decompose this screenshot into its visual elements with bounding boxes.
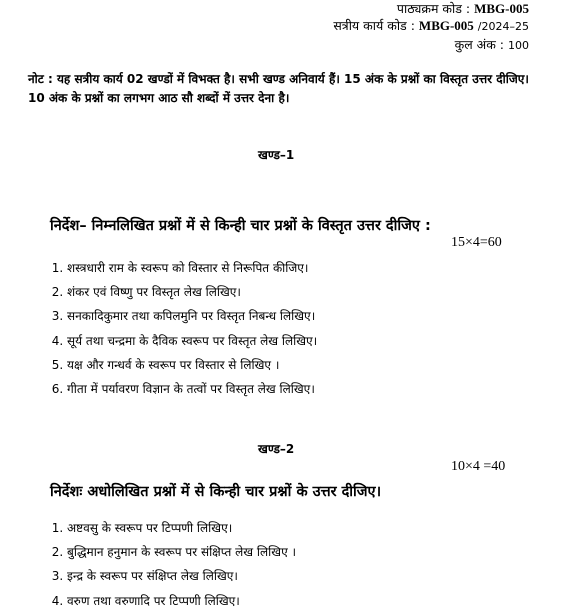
section-2-title: खण्ड–2 xyxy=(258,442,295,456)
list-item: 3. सनकादिकुमार तथा कपिलमुनि पर विस्तृत निबन्ध लिखिए। xyxy=(67,304,317,328)
list-item: 3. इन्द्र के स्वरूप पर संक्षिप्त लेख लिखिए। xyxy=(67,564,296,588)
section-2-instruction: निर्देशः अधोलिखित प्रश्नों में से किन्ही चार प्रश्नों के उत्तर दीजिए। xyxy=(50,484,382,500)
section-1-questions xyxy=(50,256,317,401)
section-1-marks: 15×4=60 xyxy=(451,235,502,250)
list-item: 5. यक्ष और गन्धर्व के स्वरूप पर विस्तार से लिखिए । xyxy=(67,353,317,377)
list-item: 2. बुद्धिमान हनुमान के स्वरूप पर संक्षिप्त लेख लिखिए । xyxy=(67,540,296,564)
list-item: 1. शस्त्रधारी राम के स्वरूप को विस्तार से निरूपित कीजिए। xyxy=(67,256,317,280)
section-1-title: खण्ड–1 xyxy=(258,148,295,162)
assignment-code: MBG-005 xyxy=(418,18,474,33)
list-item: 4. सूर्य तथा चन्द्रमा के दैविक स्वरूप पर विस्तृत लेख लिखिए। xyxy=(67,329,317,353)
list-item: 6. गीता में पर्यावरण विज्ञान के तत्वों पर विस्तृत लेख लिखिए। xyxy=(67,377,317,401)
course-code-label: पाठ्यक्रम कोड : xyxy=(396,1,471,16)
assignment-code-line xyxy=(333,17,529,34)
section-2-marks: 10×4 =40 xyxy=(451,459,506,474)
list-item: 4. वरुण तथा वरुणादि पर टिप्पणी लिखिए। xyxy=(67,589,296,613)
list-item: 2. शंकर एवं विष्णु पर विस्तृत लेख लिखिए। xyxy=(67,280,317,304)
assignment-code-label: सत्रीय कार्य कोड : xyxy=(333,18,415,33)
assignment-note: नोट : यह सत्रीय कार्य 02 खण्डों में विभक्त है। सभी खण्ड अनिवार्य हैं। 15 अंक के प्रश्नों का विस्तृत उत्तर दीजिए। 10 अंक के प्रश्नों का लगभग आठ सौ शब्दों में उत्तर देना है। xyxy=(28,72,529,105)
total-marks-label: कुल अंक : xyxy=(454,37,505,52)
course-code-line xyxy=(397,0,529,17)
session: /2024–25 xyxy=(477,20,529,33)
total-marks-line xyxy=(455,36,529,53)
section-2-questions xyxy=(50,516,296,613)
list-item: 1. अष्टवसु के स्वरूप पर टिप्पणी लिखिए। xyxy=(67,516,296,540)
total-marks: 100 xyxy=(508,39,529,52)
course-code: MBG-005 xyxy=(474,1,529,16)
section-1-instruction: निर्देश– निम्नलिखित प्रश्नों में से किन्ही चार प्रश्नों के विस्तृत उत्तर दीजिए : xyxy=(50,218,431,234)
